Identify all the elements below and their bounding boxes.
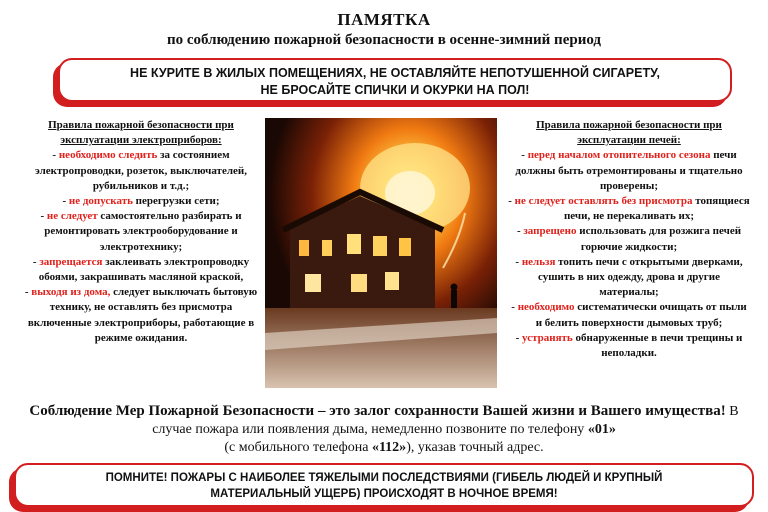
page-subtitle: по соблюдению пожарной безопасности в осенне-зимний период [166, 32, 602, 48]
stove-rule: - необходимо систематически очищать от пыли и белить поверхности дымовых труб; [511, 301, 747, 329]
footer-text3: ), указав точный адрес. [406, 440, 544, 455]
rule-text: самостоятельно разбирать и ремонтировать электрооборудование и электротехнику; [44, 210, 242, 253]
footer-text2: (с мобильного телефона [224, 440, 369, 455]
electrical-rule: - необходимо следить за состоянием электропроводки, розеток, выключателей, рубильников и т.д.; [35, 149, 247, 192]
rule-text: печи должны быть отремонтированы и тщательно проверены; [515, 149, 743, 192]
phone-01: «01» [587, 422, 616, 437]
rule-text: систематически очищать от пыли и белить поверхности дымовых труб; [535, 301, 747, 329]
electrical-rule: - не следует самостоятельно разбирать и ремонтировать электрооборудование и электротехнику; [40, 210, 242, 253]
page-title: ПАМЯТКА [337, 10, 431, 29]
electrical-rule: - выходя из дома, следует выключать бытовую технику, не оставлять без присмотра включенные электроприборы, работающие в режиме ожидания. [24, 286, 258, 344]
rule-text: обнаруженные в печи трещины и неполадки. [575, 331, 743, 360]
rule-keyword: запрещено [523, 225, 577, 238]
bottom-banner-line2: МАТЕРИАЛЬНЫЙ УЩЕРБ) ПРОИСХОДЯТ В НОЧНОЕ ВРЕМЯ! [210, 488, 558, 500]
electrical-heading-line2: эксплуатации электроприборов: [60, 134, 222, 147]
footer-bold: Соблюдение Мер Пожарной Безопасности – это залог сохранности Вашей жизни и Вашего имущества! [29, 403, 726, 419]
burning-house-photo [265, 118, 497, 388]
stove-rule: - перед началом отопительного сезона печи должны быть отремонтированы и тщательно проверены; [515, 149, 743, 192]
rule-keyword: перед началом отопительного сезона [527, 149, 711, 162]
stove-rule: - устранять обнаруженные в печи трещины и неполадки. [515, 331, 743, 360]
top-banner-line1: НЕ КУРИТЕ В ЖИЛЫХ ПОМЕЩЕНИЯХ, НЕ ОСТАВЛЯЙТЕ НЕПОТУШЕННОЙ СИГАРЕТУ, [130, 66, 660, 80]
phone-112: «112» [371, 440, 407, 455]
rule-keyword: не следует [46, 210, 98, 223]
electrical-heading-line1: Правила пожарной безопасности при [48, 119, 234, 131]
rule-keyword: запрещается [39, 255, 103, 268]
stove-rules-column [508, 118, 750, 361]
stove-heading-line1: Правила пожарной безопасности при [536, 119, 722, 131]
stove-rule: - запрещено использовать для розжига печей горючие жидкости; [516, 225, 742, 253]
rule-text: за состоянием электропроводки, розеток, выключателей, рубильников и т.д.; [35, 149, 247, 192]
bottom-warning-banner [14, 463, 754, 507]
electrical-rule: - запрещается заклеивать электропроводку обоями, закрашивать масляной краской, [32, 255, 250, 284]
bottom-banner-line1: ПОМНИТЕ! ПОЖАРЫ С НАИБОЛЕЕ ТЯЖЕЛЫМИ ПОСЛЕДСТВИЯМИ (ГИБЕЛЬ ЛЮДЕЙ И КРУПНЫЙ [105, 472, 663, 484]
electrical-rule: - не допускать перегрузки сети; [62, 195, 220, 208]
rule-keyword: устранять [522, 331, 573, 344]
electrical-rules-column [22, 118, 260, 346]
rule-text: топящиеся печи, не перекаливать их; [563, 195, 750, 223]
rule-text: использовать для розжига печей горючие жидкости; [579, 225, 742, 253]
rule-text: следует выключать бытовую технику, не оставлять без присмотра включенные электроприборы, работающие в режиме ожидания. [27, 286, 258, 344]
stove-rule: - не следует оставлять без присмотра топящиеся печи, не перекаливать их; [508, 195, 750, 223]
top-warning-banner [58, 58, 732, 102]
rule-keyword: нельзя [521, 255, 556, 268]
rule-keyword: необходимо следить [58, 149, 158, 162]
stove-heading-line2: эксплуатации печей: [577, 134, 681, 147]
rule-text: топить печи с открытыми дверками, сушить в них одежду, дрова и другие материалы; [538, 255, 743, 299]
top-banner-line2: НЕ БРОСАЙТЕ СПИЧКИ И ОКУРКИ НА ПОЛ! [260, 83, 530, 97]
rule-keyword: необходимо [517, 301, 575, 314]
rule-text: перегрузки сети; [135, 195, 220, 208]
rule-text: заклеивать электропроводку обоями, закрашивать масляной краской, [38, 255, 250, 284]
rule-keyword: не следует оставлять без присмотра [514, 195, 693, 208]
footer-text1: В случае пожара или появления дыма, немедленно позвоните по телефону [152, 404, 739, 437]
rule-keyword: выходя из дома, [31, 286, 111, 299]
stove-rule: - нельзя топить печи с открытыми дверками, сушить в них одежду, дрова и другие материалы; [515, 255, 743, 299]
footer-text [20, 402, 748, 457]
rule-keyword: не допускать [68, 195, 133, 208]
